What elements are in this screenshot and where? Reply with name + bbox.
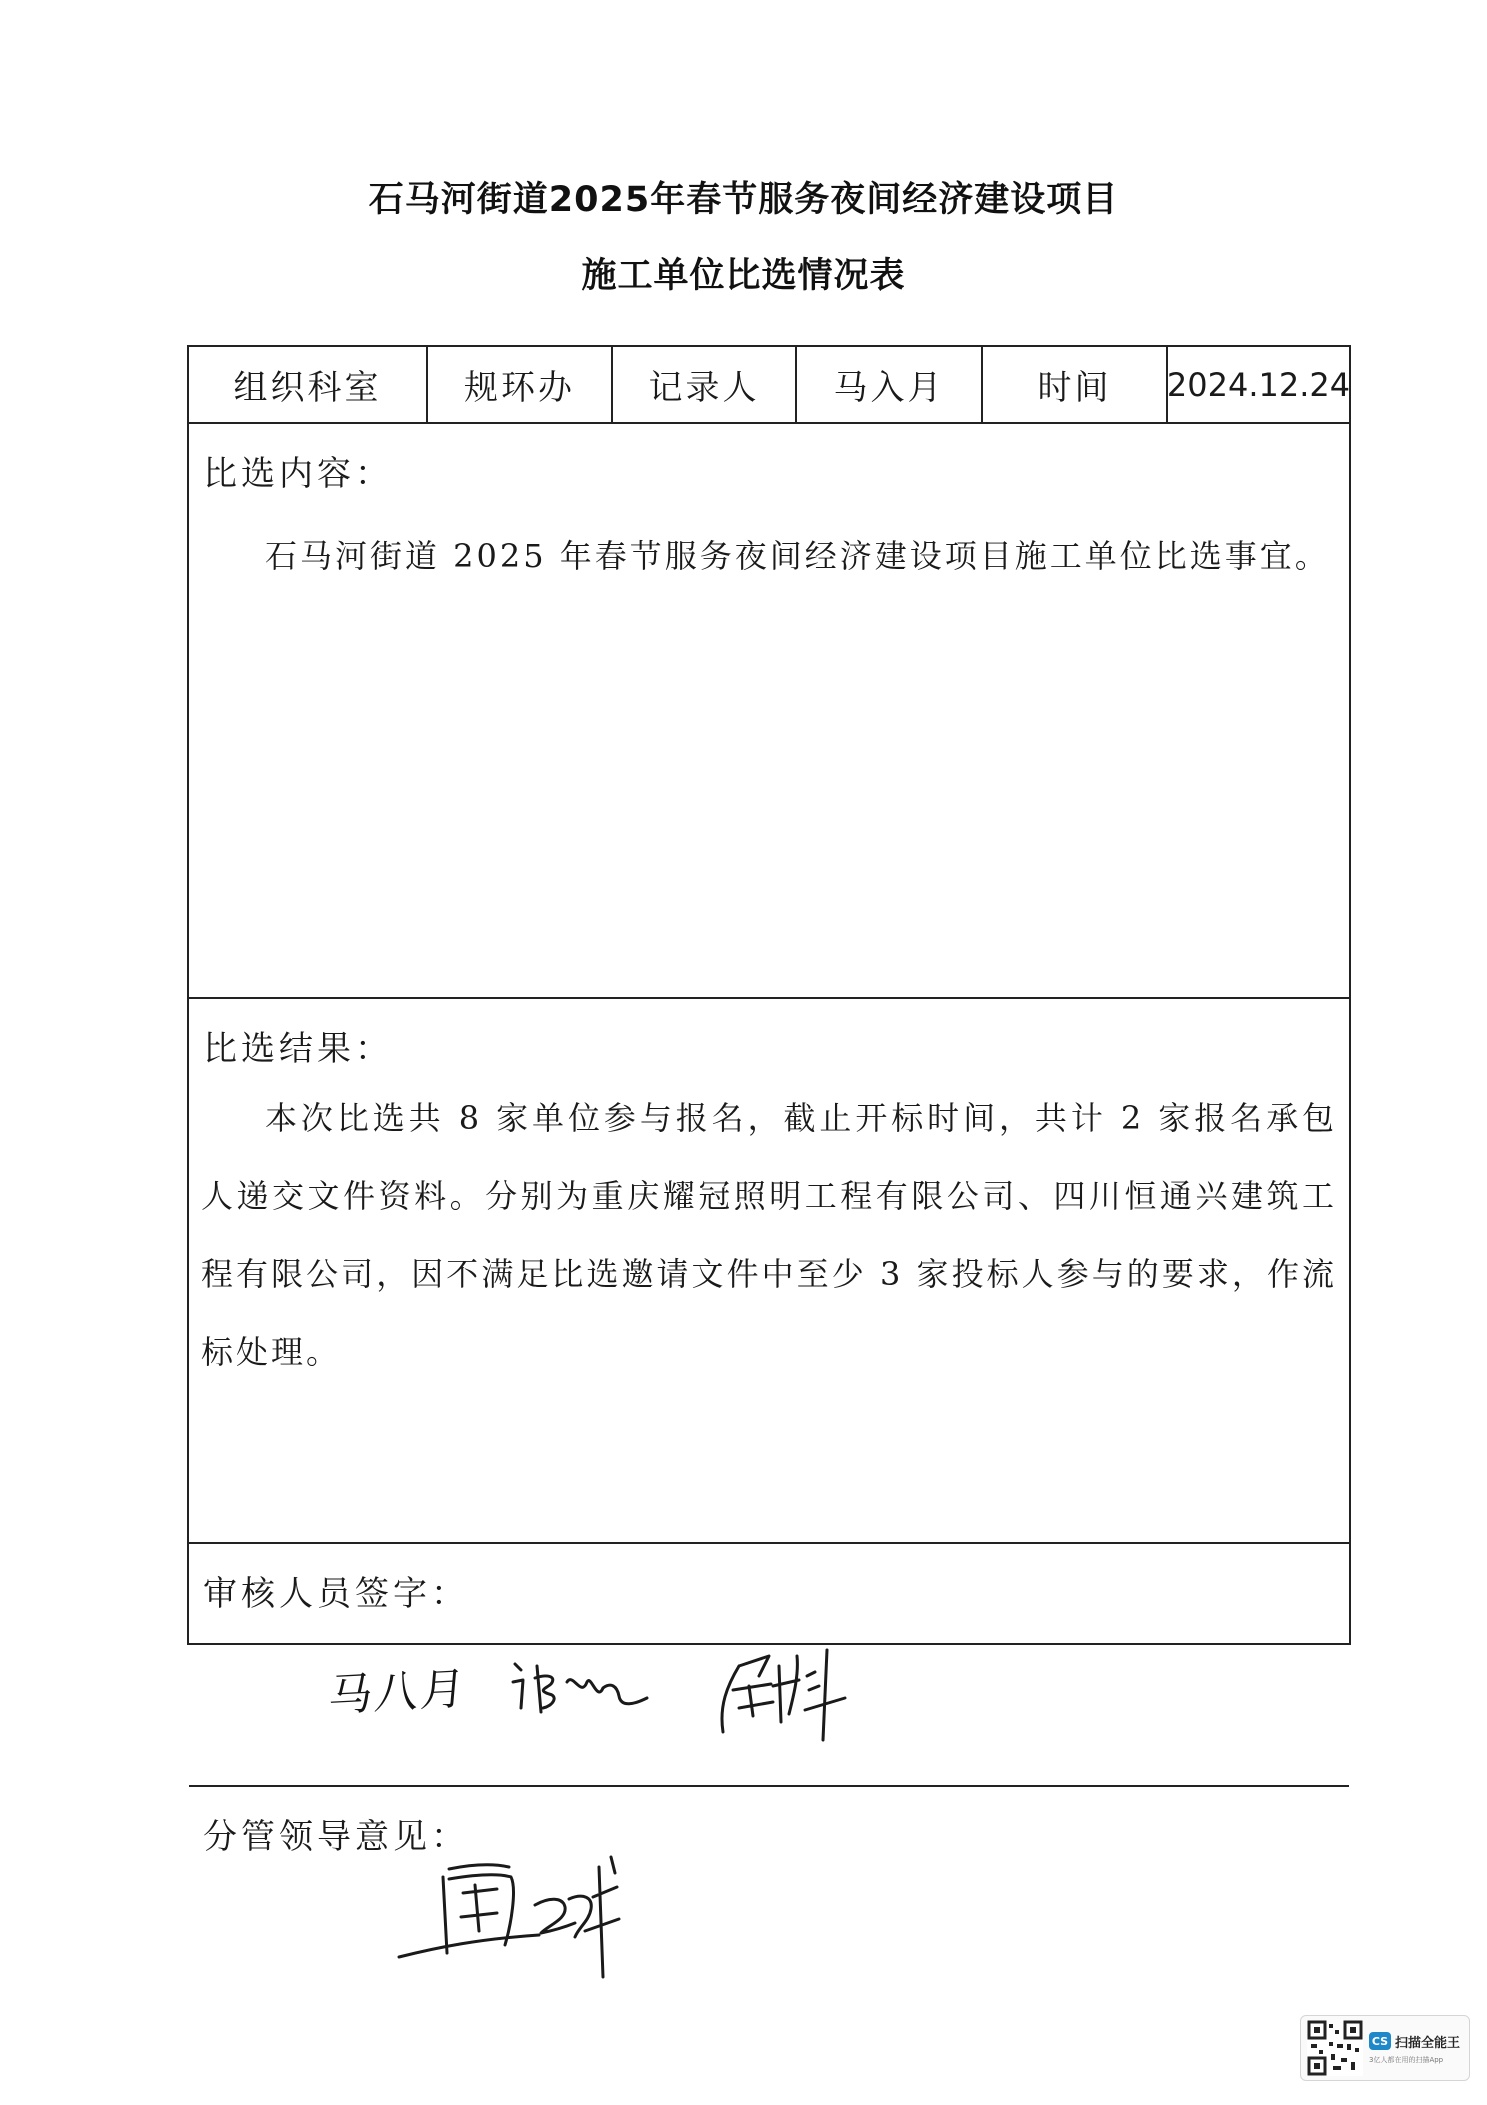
org-value: 规环办 [428, 347, 613, 422]
scanner-watermark-badge [1300, 2015, 1470, 2081]
reviewer-signature-3 [709, 1636, 849, 1746]
document-title: 石马河街道2025年春节服务夜间经济建设项目 [368, 180, 1119, 220]
content-text: 石马河街道 2025 年春节服务夜间经济建设项目施工单位比选事宜。 [265, 537, 1330, 575]
result-section [189, 999, 1349, 1544]
reviewer-signature-1: 马八月 [326, 1663, 469, 1722]
header-row [189, 347, 1349, 424]
leader-signature [379, 1827, 659, 2007]
camscanner-logo-icon: CS [1369, 2032, 1391, 2050]
org-label: 组织科室 [189, 347, 428, 422]
time-value: 2024.12.24 [1166, 365, 1351, 404]
content-label: 比选内容： [203, 454, 393, 494]
result-text: 本次比选共 8 家单位参与报名，截止开标时间，共计 2 家报名承包人递交文件资料。分别为重庆耀冠照明工程有限公司、四川恒通兴建筑工程有限公司，因不满足比选邀请文件中至少 3 家投标人参与的要求，作流标处理。 [201, 1099, 1337, 1371]
reviewer-signature-2 [507, 1652, 657, 1732]
scanner-app-name: 扫描全能王 [1395, 2035, 1461, 2051]
recorder-value: 马入月 [797, 347, 983, 422]
document-subtitle: 施工单位比选情况表 [581, 256, 906, 296]
review-label: 审核人员签字： [203, 1574, 469, 1614]
qr-code-icon [1307, 2020, 1363, 2076]
scanner-app-subtitle: 3亿人都在用的扫描App [1369, 2055, 1444, 2064]
recorder-label: 记录人 [613, 347, 797, 422]
review-section [189, 1544, 1349, 1787]
leader-section [189, 1787, 1349, 2004]
content-section [189, 424, 1349, 999]
selection-form-table [187, 345, 1351, 1857]
time-label: 时间 [983, 347, 1168, 422]
result-label: 比选结果： [203, 1029, 393, 1069]
leader-label: 分管领导意见： [203, 1817, 469, 1857]
